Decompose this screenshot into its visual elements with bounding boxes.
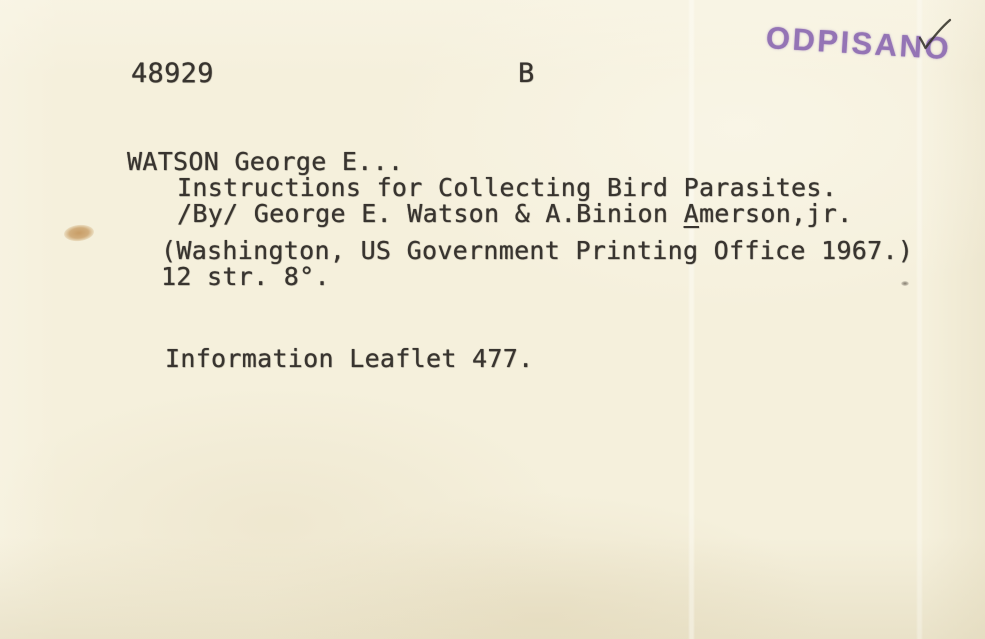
byline-pre: /By/ George E. Watson & A.Binion [177,199,684,228]
author-heading: WATSON George E... [127,147,404,176]
series-note: Information Leaflet 477. [165,344,534,373]
accession-number: 48929 [131,58,214,89]
byline-post: merson,jr. [698,199,853,228]
collation-line: 12 str. 8°. [161,262,330,291]
imprint-line: (Washington, US Government Printing Office 1967.) [161,236,914,265]
title-line: Instructions for Collecting Bird Parasites. [177,173,838,202]
paper-stain [63,223,95,242]
classification-letter: B [518,58,535,89]
byline-underlined-initial: A [683,199,699,228]
pen-checkmark-icon [910,14,958,56]
ink-speck [901,281,909,286]
odpisano-stamp: ODPISANO [764,20,953,67]
byline [177,200,852,228]
